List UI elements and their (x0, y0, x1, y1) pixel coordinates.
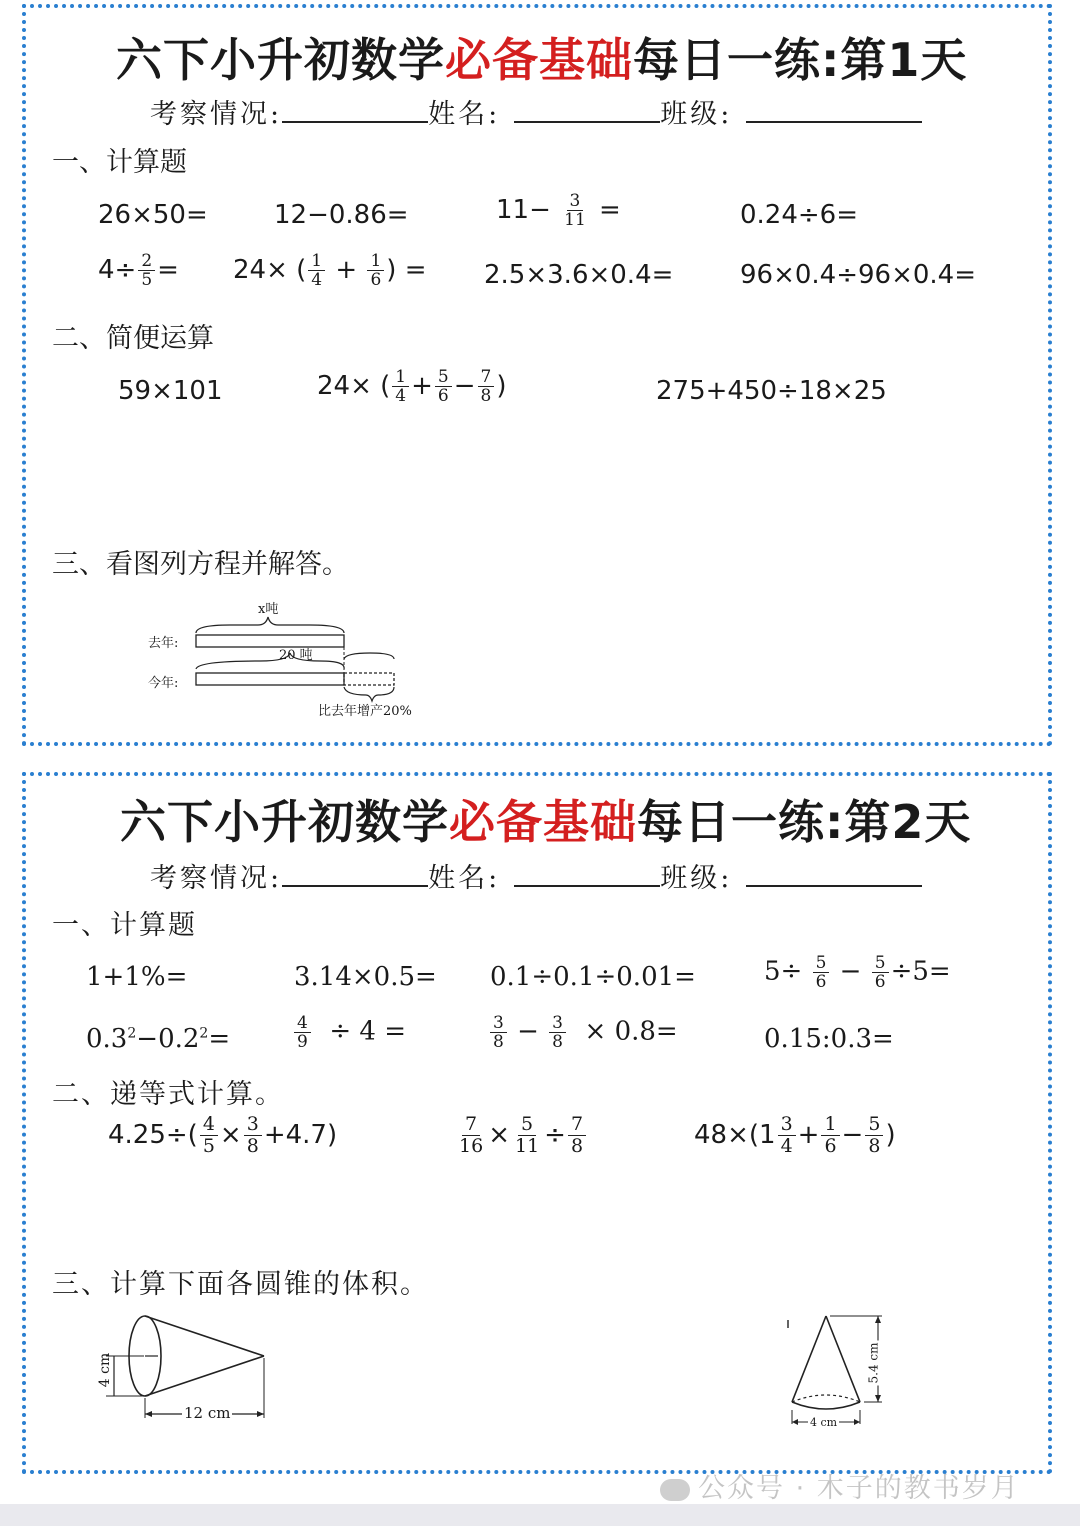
this-year-bar (196, 673, 344, 685)
increase-bar (344, 673, 394, 685)
day1-simplify2: 24× ( $\frac{1}{4}$ + $\frac{5}{6}$ − $\frac{7}{8}$ ) (317, 367, 507, 406)
title-part: 每日一练:第2天 (637, 795, 972, 849)
day1-eq6: 24× ( $\frac{1}{4}$ + $\frac{1}{6}$ ) = (233, 251, 427, 290)
twenty-brace (196, 653, 344, 669)
fraction: $\frac{5}{8}$ (865, 1114, 883, 1157)
fraction: $\frac{2}{5}$ (138, 252, 155, 289)
diagram-twenty: 20 吨 (279, 648, 313, 663)
class-blank[interactable] (746, 863, 922, 887)
fraction: $\frac{5}{6}$ (872, 954, 889, 991)
title-highlight: 必备基础 (449, 795, 637, 849)
arrow-icon (792, 1419, 798, 1425)
fraction: $\frac{7}{8}$ (568, 1114, 586, 1157)
day1-title (116, 24, 967, 90)
fraction: $\frac{5}{6}$ (435, 368, 452, 405)
title-part: 六下小升初数学 (116, 33, 445, 87)
day1-simplify1: 59×101 (118, 376, 223, 406)
day2-eq1: 1+1%= (86, 962, 188, 992)
diagram-x-label: x吨 (258, 602, 279, 617)
arrow-icon (875, 1316, 881, 1323)
day2-section1-heading: 一、计算题 (52, 910, 197, 941)
label-check: 考察情况: (150, 99, 283, 130)
cone-standing-figure (780, 1306, 900, 1436)
x-brace (196, 617, 344, 633)
fraction: $\frac{3}{8}$ (244, 1114, 262, 1157)
day2-eq3: 0.1÷0.1÷0.01= (490, 962, 696, 992)
day2-info-line (150, 856, 922, 895)
fraction: $\frac{4}{5}$ (200, 1114, 218, 1157)
day2-calc3: 48×(1 $\frac{3}{4}$ + $\frac{1}{6}$ − $\frac{5}{8}$ ) (694, 1113, 896, 1157)
day2-eq7: $\frac{3}{8}$ − $\frac{3}{8}$ × 0.8= (488, 1014, 678, 1051)
cone1-edge-top (145, 1316, 264, 1356)
fraction: $\frac{3}{4}$ (778, 1114, 796, 1157)
day1-eq3: 11− $\frac{3}{11}$ = (496, 191, 621, 230)
name-blank[interactable] (514, 863, 660, 887)
cone1-radius-label: 4 cm (97, 1352, 114, 1388)
last-year-bar (196, 635, 344, 647)
fraction: $\frac{5}{6}$ (813, 954, 830, 991)
fraction: $\frac{7}{16}$ (459, 1113, 484, 1157)
diagram-increase: 比去年增产20% (318, 704, 412, 719)
fraction: $\frac{3}{11}$ (564, 191, 586, 230)
check-blank[interactable] (282, 863, 428, 887)
day2-eq5: $0.3^2-0.2^2=$ (86, 1024, 231, 1054)
day2-eq2: 3.14×0.5= (294, 962, 437, 992)
fraction: $\frac{1}{4}$ (308, 252, 325, 289)
class-blank[interactable] (746, 99, 922, 123)
day1-simplify3: 275+450÷18×25 (656, 376, 887, 406)
label-check: 考察情况: (150, 863, 283, 894)
label-name: 姓名: (428, 99, 501, 130)
arrow-icon (257, 1411, 264, 1417)
day2-section3-heading: 三、计算下面各圆锥的体积。 (52, 1269, 429, 1300)
day2-calc2: $\frac{7}{16}$ × $\frac{5}{11}$ ÷ $\frac{7}{8}$ (454, 1114, 588, 1157)
wechat-icon (660, 1479, 690, 1501)
title-part: 每日一练:第1天 (633, 33, 968, 87)
label-class: 班级: (660, 99, 733, 130)
day1-eq8: 96×0.4÷96×0.4= (740, 260, 977, 290)
day1-eq2: 12−0.86= (274, 200, 409, 230)
cone1-edge-bottom (145, 1356, 264, 1396)
fraction: $\frac{1}{4}$ (392, 368, 409, 405)
cone2-base-front (792, 1402, 860, 1409)
check-blank[interactable] (282, 99, 428, 123)
day2-eq6: $\frac{4}{9}$ ÷ 4 = (292, 1014, 406, 1051)
fraction: $\frac{4}{9}$ (294, 1014, 311, 1051)
day1-eq7: 2.5×3.6×0.4= (484, 260, 674, 290)
fraction: $\frac{3}{8}$ (490, 1014, 507, 1051)
day1-section1-heading: 一、计算题 (52, 147, 187, 178)
day2-eq8: 0.15:0.3= (764, 1024, 894, 1054)
arrow-icon (875, 1395, 881, 1402)
cone2-base-back (792, 1395, 860, 1402)
watermark: 公众号 · 木子的教书岁月 (660, 1466, 1020, 1505)
arrow-icon (854, 1419, 860, 1425)
footer-bar (0, 1504, 1080, 1526)
cone1-height-label: 12 cm (184, 1404, 231, 1422)
fraction: $\frac{7}{8}$ (478, 368, 495, 405)
increase-brace (344, 687, 394, 701)
fraction: $\frac{1}{6}$ (821, 1114, 839, 1157)
day2-eq4: 5÷ $\frac{5}{6}$ − $\frac{5}{6}$ ÷5= (764, 953, 951, 992)
day2-section2-heading: 二、递等式计算。 (52, 1079, 284, 1110)
diagram-this-year: 今年: (148, 676, 179, 691)
day2-title (120, 786, 971, 852)
day1-info-line (150, 92, 922, 131)
day1-eq1: 26×50= (98, 200, 208, 230)
arrow-icon (145, 1411, 152, 1417)
day1-section2-heading: 二、简便运算 (52, 323, 214, 354)
increase-brace-top (344, 653, 394, 659)
cone2-edge-left (792, 1316, 826, 1402)
day1-eq4: 0.24÷6= (740, 200, 859, 230)
cone2-edge-right (826, 1316, 860, 1402)
day1-eq5: 4÷ $\frac{2}{5}$ = (98, 251, 179, 290)
label-class: 班级: (660, 863, 733, 894)
label-name: 姓名: (428, 863, 501, 894)
fraction: $\frac{3}{8}$ (549, 1014, 566, 1051)
title-highlight: 必备基础 (445, 33, 633, 87)
name-blank[interactable] (514, 99, 660, 123)
diagram-last-year: 去年: (148, 636, 179, 651)
fraction: $\frac{1}{6}$ (367, 252, 384, 289)
cone2-diameter-label: 4 cm (810, 1416, 838, 1429)
day1-section3-heading: 三、看图列方程并解答。 (52, 549, 349, 580)
title-part: 六下小升初数学 (120, 795, 449, 849)
fraction: $\frac{5}{11}$ (514, 1113, 540, 1157)
day2-calc1: 4.25÷( $\frac{4}{5}$ × $\frac{3}{8}$ +4.7) (108, 1113, 338, 1157)
cone2-height-label: 5.4 cm (866, 1342, 881, 1384)
